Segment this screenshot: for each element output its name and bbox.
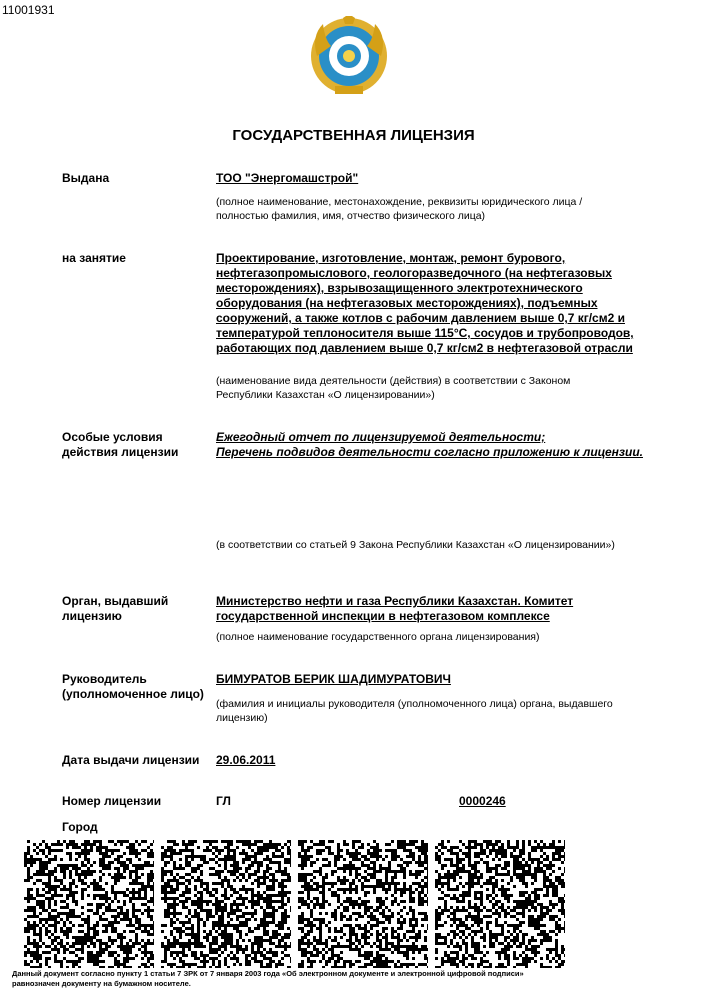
head-label-line2: (уполномоченное лицо) — [62, 687, 204, 701]
authority-value: Министерство нефти и газа Республики Казахстан. Комитет государственной инспекции в нефтегазовом комплексе — [216, 594, 574, 623]
issued-to-label: Выдана — [62, 171, 110, 185]
license-number-label: Номер лицензии — [62, 794, 162, 808]
issue-date-label: Дата выдачи лицензии — [62, 753, 200, 767]
document-number: 11001931 — [2, 3, 55, 17]
issued-to-hint: (полное наименование, местонахождение, реквизиты юридического лица / полностью фамилия, имя, отчество физического лица) — [216, 196, 583, 222]
authority-label — [62, 594, 168, 624]
conditions-label-line2: действия лицензии — [62, 445, 179, 459]
head-label — [62, 672, 204, 702]
issued-to-value: ТОО "Энергомашстрой" — [216, 171, 359, 185]
footer-line2: равнозначен документу на бумажном носителе. — [12, 979, 191, 988]
conditions-value-line2: Перечень подвидов деятельности согласно приложению к лицензии. — [216, 445, 643, 459]
authority-label-line2: лицензию — [62, 609, 122, 623]
city-label: Город — [62, 820, 98, 834]
conditions-hint: (в соответствии со статьей 9 Закона Республики Казахстан «О лицензировании») — [216, 539, 615, 551]
conditions-label-line1: Особые условия — [62, 430, 163, 444]
activity-hint: (наименование вида деятельности (действия) в соответствии с Законом Республики Казахстан «О лицензировании») — [216, 375, 571, 401]
issue-date-value: 29.06.2011 — [216, 753, 276, 767]
footer-note — [12, 969, 612, 989]
footer-line1: Данный документ согласно пункту 1 статьи 7 ЗРК от 7 января 2003 года «Об электронном документе и электронной цифровой подписи» — [12, 969, 524, 978]
barcode-4 — [435, 840, 565, 968]
activity-label: на занятие — [62, 251, 126, 265]
barcode-3 — [298, 840, 428, 968]
activity-value: Проектирование, изготовление, монтаж, ремонт бурового, нефтегазопромыслового, геологоразведочного (на нефтегазовых месторождениях), взрывозащищенного электротехнического оборудования (на нефтегазовых месторождениях), подъемных сооружений, а также котлов с рабочим давлением выше 0,7 кг/см2 и температурой теплоносителя выше 115°С, сосудов и трубопроводов, работающих под давлением выше 0,7 кг/см2 в нефтегазовой отрасли — [216, 251, 634, 355]
barcode-2 — [161, 840, 291, 968]
page-title: ГОСУДАРСТВЕННАЯ ЛИЦЕНЗИЯ — [232, 127, 475, 144]
authority-label-line1: Орган, выдавший — [62, 594, 169, 608]
state-emblem-icon — [309, 16, 389, 96]
conditions-label — [62, 430, 178, 460]
barcode-1 — [24, 840, 154, 968]
head-value: БИМУРАТОВ БЕРИК ШАДИМУРАТОВИЧ — [216, 672, 451, 686]
conditions-value-line1: Ежегодный отчет по лицензируемой деятельности; — [216, 430, 546, 444]
head-hint: (фамилия и инициалы руководителя (уполномоченного лица) органа, выдавшего лицензию) — [216, 698, 613, 724]
conditions-value — [216, 430, 656, 460]
authority-hint: (полное наименование государственного органа лицензирования) — [216, 631, 540, 643]
head-label-line1: Руководитель — [62, 672, 147, 686]
license-series: ГЛ — [216, 794, 231, 808]
license-number-value: 0000246 — [459, 794, 506, 808]
